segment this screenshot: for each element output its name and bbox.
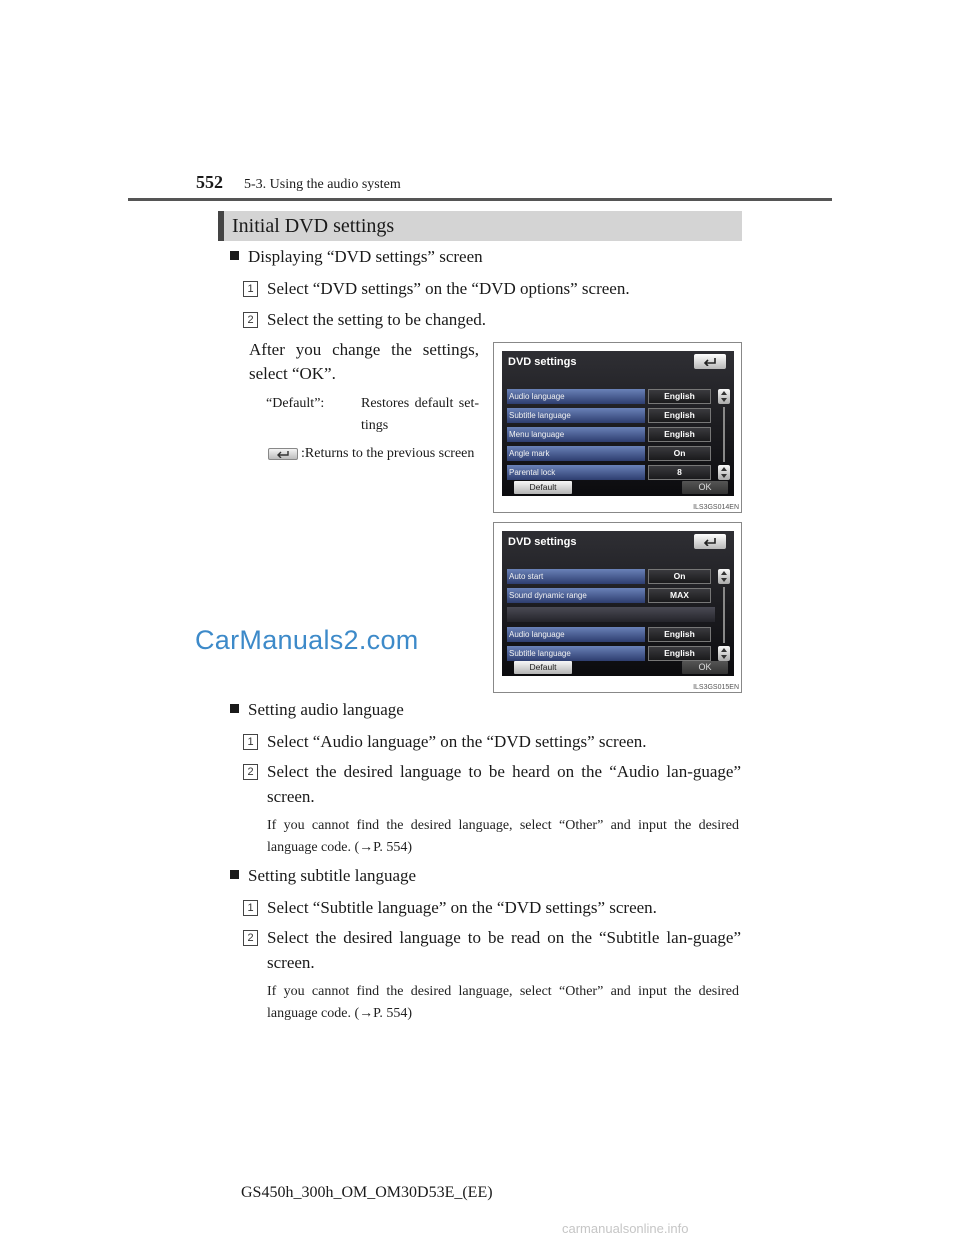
after-paragraph: After you change the settings, select “OK”. — [249, 340, 479, 383]
step-number-1: 1 — [243, 900, 258, 916]
section-heading: Initial DVD settings — [218, 211, 742, 241]
bullet-square-icon — [230, 251, 239, 260]
scroll-up-icon — [718, 569, 730, 584]
dvd-settings-screenshot-2 — [493, 522, 742, 693]
image-code: ILS3GS015EN — [693, 684, 739, 691]
step-text: Select “Audio language” on the “DVD settings” screen. — [267, 732, 647, 751]
step-number-1: 1 — [243, 734, 258, 750]
back-button-icon — [694, 354, 726, 369]
page-number: 552 — [196, 172, 223, 192]
back-description: :Returns to the previous screen — [301, 446, 475, 461]
step-text: Select the desired language to be read on the “Subtitle lan-guage” screen. — [267, 928, 741, 972]
scroll-down-icon — [718, 465, 730, 480]
image-code: ILS3GS014EN — [693, 504, 739, 511]
step-text: Select the desired language to be heard on the “Audio lan-guage” screen. — [267, 762, 741, 806]
default-button: Default — [514, 481, 572, 494]
setting-row: Parental lock 8 — [507, 465, 715, 480]
step-number-2: 2 — [243, 312, 258, 328]
scroll-up-icon — [718, 389, 730, 404]
setting-row: Audio language English — [507, 627, 715, 642]
note-text: If you cannot find the desired language, select “Other” and input the desired language code. (→P. 554) — [267, 818, 739, 855]
setting-row: Menu language English — [507, 427, 715, 442]
setting-row: Subtitle language English — [507, 646, 715, 661]
screen-title: DVD settings — [508, 536, 577, 548]
scroll-track — [723, 407, 725, 462]
topic-subtitle-title: Setting subtitle language — [230, 866, 416, 886]
dvd-settings-screenshot-1 — [493, 342, 742, 513]
step-number-1: 1 — [243, 281, 258, 297]
step-text: Select the setting to be changed. — [267, 310, 487, 329]
scroll-down-icon — [718, 646, 730, 661]
default-button: Default — [514, 661, 572, 674]
section-title: 5-3. Using the audio system — [244, 177, 401, 192]
topic-audio-title: Setting audio language — [230, 700, 404, 720]
back-button-icon — [694, 534, 726, 549]
step-text: Select “DVD settings” on the “DVD options” screen. — [267, 279, 630, 298]
bullet-square-icon — [230, 870, 239, 879]
empty-row — [507, 607, 715, 622]
back-button-icon — [268, 448, 298, 460]
document-code: GS450h_300h_OM_OM30D53E_(EE) — [241, 1184, 493, 1201]
note-text: If you cannot find the desired language, select “Other” and input the desired language code. (→P. 554) — [267, 984, 739, 1021]
site-watermark: carmanualsonline.info — [562, 1221, 689, 1236]
header-rule — [128, 198, 832, 201]
step-text: Select “Subtitle language” on the “DVD settings” screen. — [267, 898, 657, 917]
screen-title: DVD settings — [508, 356, 577, 368]
setting-row: Auto start On — [507, 569, 715, 584]
step-number-2: 2 — [243, 930, 258, 946]
bullet-square-icon — [230, 704, 239, 713]
setting-row: Subtitle language English — [507, 408, 715, 423]
step-number-2: 2 — [243, 764, 258, 780]
carmanuals-watermark: CarManuals2.com — [195, 625, 419, 655]
default-term: “Default”: — [266, 396, 325, 411]
default-description: Restores default set-tings — [361, 396, 479, 433]
setting-row: Sound dynamic range MAX — [507, 588, 715, 603]
ok-button: OK — [682, 661, 728, 674]
setting-row: Audio language English — [507, 389, 715, 404]
scroll-track — [723, 587, 725, 643]
setting-row: Angle mark On — [507, 446, 715, 461]
ok-button: OK — [682, 481, 728, 494]
topic-display-title: Displaying “DVD settings” screen — [230, 247, 483, 267]
